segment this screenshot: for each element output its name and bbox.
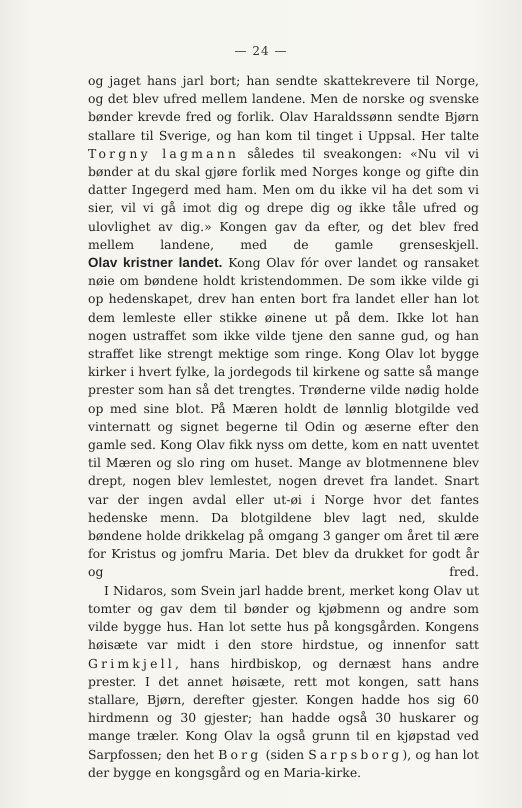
text-run: således til sveakongen: «Nu vil vi bønder at du skal gjøre forlik med Norges konge og gifte din datter Ingegerd med ham. Men om du ikke vil ha det som vi sier, vil vi gå imot dig og drepe dig og ikke tåle ufred og ulovlighet av dig.» Kongen gav da efter, og det blev fred mellem landene, med de gamle grenseskjell.	[88, 145, 479, 252]
text-run: og jaget hans jarl bort; han sendte skattekrevere til Norge, og det blev ufred mellem landene. Men de norske og svenske bønder krevde fred og forlik. Olav Haraldssønn sendte Bjørn stallare til Sverige, og han kom til tinget i Uppsal. Her talte	[88, 73, 479, 143]
text-run: , hans hirdbiskop, og dernæst hans andre prester. I det annet høisæte, rett mot kongen, satt hans stallare, Bjørn, derefter gjester. Kongen hadde hos sig 60 hirdmenn og 30 gjester; han hadde også 30 huskarer og mange træler. Kong Olav la også grunn til en kjøpstad ved Sarpfossen; den het	[88, 655, 479, 762]
emphasized-name: Torgny lagmann	[88, 145, 240, 161]
text-run: I Nidaros, som Svein jarl hadde brent, merket kong Olav ut tomter og gav dem til bønder og kjøbmenn og andre som vilde bygge hus. Han lot sette hus på kongsgården. Kongens høisæte var midt i den store hirdstue, og innenfor satt	[88, 582, 479, 653]
paragraph	[88, 72, 479, 254]
paragraph	[88, 254, 479, 582]
text-run: (siden	[261, 746, 309, 762]
text-run: ), og han lot der bygge en kongsgård og en Maria-kirke.	[88, 746, 479, 780]
body-text	[88, 72, 479, 782]
emphasized-name: Grimkjell	[88, 655, 175, 671]
emphasized-name: Sarpsborg	[308, 746, 403, 762]
text-run: Kong Olav fór over landet og ransaket nøie om bøndene holdt kristendommen. De som ikke vilde gi op hedenskapet, drev han enten bort fra landet eller han lot dem lemleste eller stikke øinene ut på dem. Ikke lot han nogen ustraffet som ikke vilde tjene den sanne gud, og han straffet like strengt mektige som ringe. Kong Olav lot bygge kirker i hvert fylke, la jordegods til kirkene og satte så mange prester som han så det trengtes. Trønderne vilde nødig holde op med sine blot. På Mæren holdt de lønnlig blotgilde ved vinternatt og signet begerne til Odin og æserne efter den gamle sed. Kong Olav fikk nyss om dette, kom en natt uventet til Mæren og slo ring om huset. Mange av blotmennene blev drept, nogen blev lemlestet, nogen drevet fra landet. Snart var der ingen avdal eller ut-øi i Norge hvor det fantes hedenske menn. Da blotgildene blev lagt ned, skulde bøndene holde drikkelag på omgang 3 ganger om året til ære for Kristus og jomfru Maria. Det blev da drukket for godt år og fred.	[88, 255, 479, 580]
section-heading: Olav kristner landet.	[88, 255, 223, 271]
paragraph	[88, 582, 479, 782]
page-number: — 24 —	[234, 44, 288, 58]
emphasized-name: Borg	[218, 746, 262, 762]
